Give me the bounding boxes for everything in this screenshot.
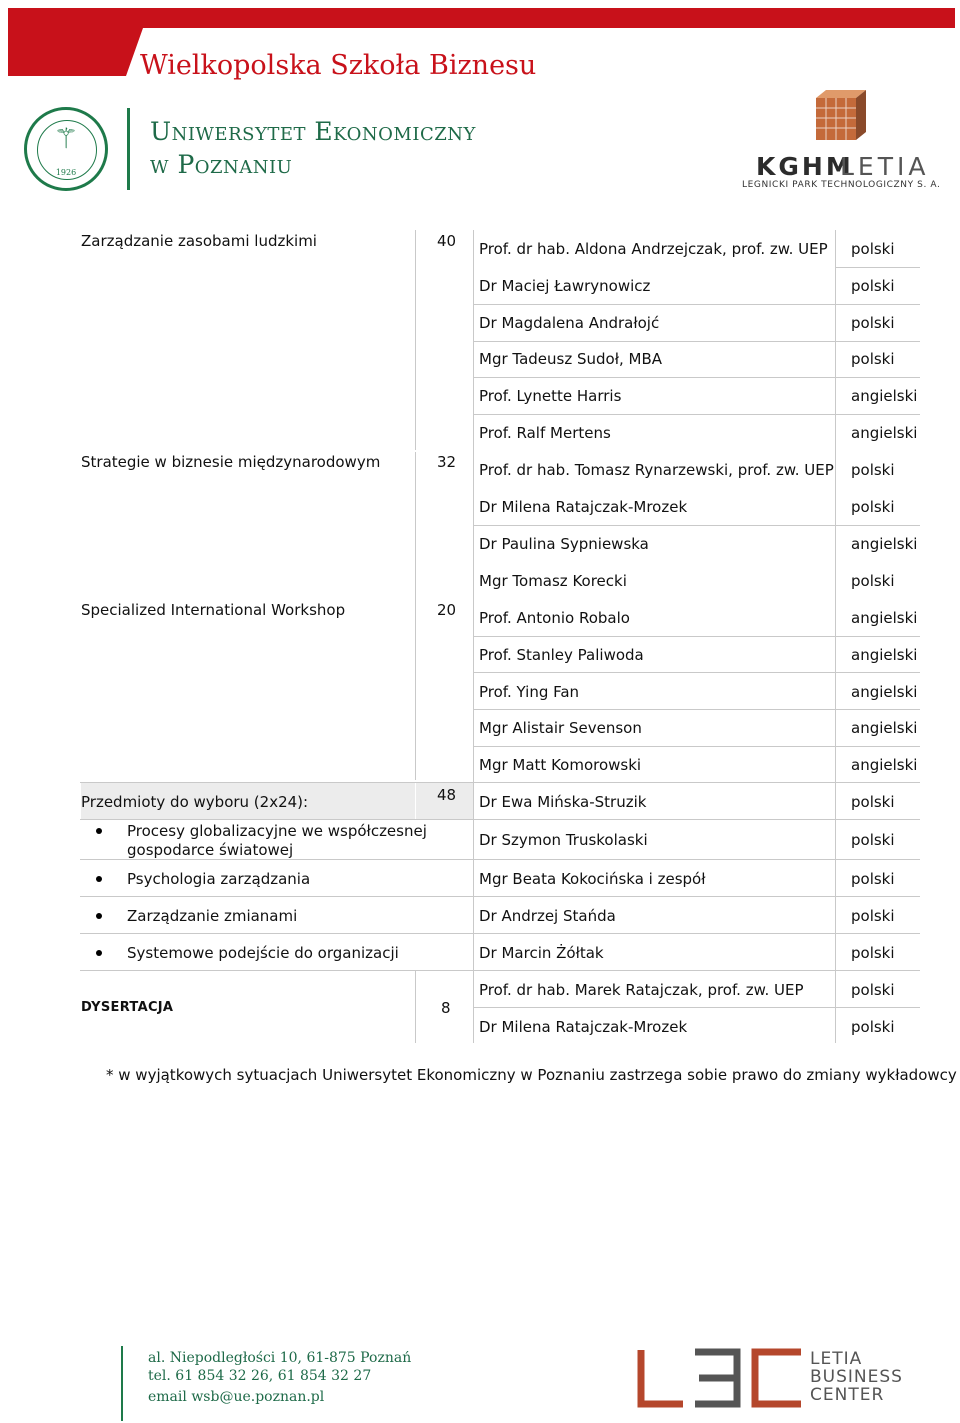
partner-word-2: BUSINESS bbox=[810, 1367, 903, 1387]
university-name-line2: w Poznaniu bbox=[150, 150, 293, 179]
header-divider bbox=[127, 108, 130, 190]
lecture-language: angielski bbox=[851, 683, 918, 701]
footer-phone: tel. 61 854 32 26, 61 854 32 27 bbox=[148, 1368, 372, 1384]
table-vline bbox=[415, 230, 416, 450]
electives-title: Przedmioty do wyboru (2x24): bbox=[81, 793, 309, 811]
table-hline bbox=[474, 1007, 920, 1008]
university-seal-logo bbox=[24, 107, 108, 191]
table-hline bbox=[80, 859, 920, 860]
university-name-line1: Uniwersytet Ekonomiczny bbox=[150, 117, 476, 146]
lecture-language: angielski bbox=[851, 424, 918, 442]
table-hline bbox=[474, 525, 920, 526]
course-hours: 32 bbox=[437, 453, 457, 471]
elective-subject: Procesy globalizacyjne we współczesnej bbox=[127, 822, 427, 840]
table-hline bbox=[474, 341, 920, 342]
footnote: * w wyjątkowych sytuacjach Uniwersytet Ekonomiczny w Poznaniu zastrzega sobie prawo do zmiany wykładowcy bbox=[106, 1066, 957, 1084]
course-hours: 20 bbox=[437, 601, 457, 619]
lecturer-name: Dr Paulina Sypniewska bbox=[479, 535, 649, 553]
lecture-language: polski bbox=[851, 498, 895, 516]
lecturer-name: Dr Maciej Ławrynowicz bbox=[479, 277, 651, 295]
lecturer-name: Mgr Tadeusz Sudoł, MBA bbox=[479, 350, 663, 368]
lecturer-name: Prof. dr hab. Aldona Andrzejczak, prof. zw. UEP bbox=[479, 240, 828, 258]
lecturer-name: Prof. Ralf Mertens bbox=[479, 424, 611, 442]
elective-subject: Psychologia zarządzania bbox=[127, 870, 311, 888]
lecture-language: polski bbox=[851, 907, 895, 925]
lecture-language: polski bbox=[851, 1018, 895, 1036]
lecturer-name: Mgr Matt Komorowski bbox=[479, 756, 642, 774]
lecture-language: angielski bbox=[851, 719, 918, 737]
lecturer-name: Prof. Lynette Harris bbox=[479, 387, 622, 405]
lecturer-name: Dr Szymon Truskolaski bbox=[479, 831, 648, 849]
table-hline bbox=[80, 970, 920, 971]
course-name: Strategie w biznesie międzynarodowym bbox=[81, 453, 381, 471]
lecturer-name: Dr Milena Ratajczak-Mrozek bbox=[479, 498, 688, 516]
table-hline bbox=[474, 414, 920, 415]
lecturer-name: Dr Milena Ratajczak-Mrozek bbox=[479, 1018, 688, 1036]
table-hline bbox=[474, 672, 920, 673]
letia-brand: LETIA bbox=[840, 152, 930, 181]
table-hline bbox=[80, 896, 920, 897]
lecture-language: polski bbox=[851, 350, 895, 368]
caduceus-icon: ⚚ bbox=[53, 122, 79, 155]
lecture-language: angielski bbox=[851, 535, 918, 553]
table-hline bbox=[474, 709, 920, 710]
bullet-icon bbox=[96, 950, 102, 956]
lecture-language: polski bbox=[851, 793, 895, 811]
elective-subject-cont: gospodarce światowej bbox=[127, 841, 294, 859]
table-hline bbox=[474, 636, 920, 637]
lecturer-name: Prof. Antonio Robalo bbox=[479, 609, 630, 627]
bullet-icon bbox=[96, 913, 102, 919]
lecture-language: angielski bbox=[851, 609, 918, 627]
lecture-language: angielski bbox=[851, 756, 918, 774]
lecturer-name: Prof. dr hab. Marek Ratajczak, prof. zw. UEP bbox=[479, 981, 804, 999]
footer-email: email wsb@ue.poznan.pl bbox=[148, 1389, 325, 1405]
lecture-language: polski bbox=[851, 277, 895, 295]
lecturer-name: Dr Marcin Żółtak bbox=[479, 944, 604, 962]
footer-divider bbox=[121, 1346, 123, 1421]
thesis-title: DYSERTACJA bbox=[81, 1000, 174, 1015]
table-hline bbox=[474, 304, 920, 305]
lecturer-name: Dr Ewa Mińska-Struzik bbox=[479, 793, 647, 811]
lecture-language: polski bbox=[851, 461, 895, 479]
kghm-brand: KGHM bbox=[756, 152, 854, 181]
lecturer-name: Prof. Stanley Paliwoda bbox=[479, 646, 644, 664]
lecture-language: angielski bbox=[851, 387, 918, 405]
table-hline bbox=[474, 746, 920, 747]
table-hline bbox=[474, 377, 920, 378]
table-hline bbox=[80, 819, 920, 820]
letia-business-center-logo bbox=[637, 1348, 807, 1408]
seal-year: 1926 bbox=[55, 168, 77, 177]
thesis-hours: 8 bbox=[441, 999, 451, 1017]
table-vline bbox=[415, 452, 416, 600]
lecture-language: polski bbox=[851, 572, 895, 590]
lecturer-name: Dr Magdalena Andrałojć bbox=[479, 314, 660, 332]
lecture-language: angielski bbox=[851, 646, 918, 664]
lecturer-name: Mgr Beata Kokocińska i zespół bbox=[479, 870, 706, 888]
bullet-icon bbox=[96, 876, 102, 882]
bullet-icon bbox=[96, 828, 102, 834]
elective-subject: Zarządzanie zmianami bbox=[127, 907, 298, 925]
course-name: Zarządzanie zasobami ludzkimi bbox=[81, 232, 317, 250]
elective-subject: Systemowe podejście do organizacji bbox=[127, 944, 399, 962]
footer-address: al. Niepodległości 10, 61-875 Poznań bbox=[148, 1350, 412, 1366]
course-name: Specialized International Workshop bbox=[81, 601, 346, 619]
table-hline bbox=[80, 933, 920, 934]
lecturer-name: Dr Andrzej Stańda bbox=[479, 907, 616, 925]
lecturer-name: Prof. dr hab. Tomasz Rynarzewski, prof. zw. UEP bbox=[479, 461, 834, 479]
lecture-language: polski bbox=[851, 944, 895, 962]
course-hours: 40 bbox=[437, 232, 457, 250]
lecture-language: polski bbox=[851, 831, 895, 849]
lecturer-name: Mgr Alistair Sevenson bbox=[479, 719, 642, 737]
lecturer-name: Prof. Ying Fan bbox=[479, 683, 580, 701]
kghm-cube-logo bbox=[808, 88, 866, 144]
school-name: Wielkopolska Szkoła Biznesu bbox=[140, 50, 537, 81]
partner-subtitle: LEGNICKI PARK TECHNOLOGICZNY S. A. bbox=[742, 180, 941, 190]
lecturer-name: Mgr Tomasz Korecki bbox=[479, 572, 627, 590]
partner-word-3: CENTER bbox=[810, 1385, 885, 1405]
lecture-language: polski bbox=[851, 870, 895, 888]
table-hline bbox=[836, 267, 920, 268]
lecture-language: polski bbox=[851, 314, 895, 332]
partner-word-1: LETIA bbox=[810, 1349, 863, 1369]
lecture-language: polski bbox=[851, 240, 895, 258]
table-vline bbox=[415, 971, 416, 1043]
table-vline bbox=[415, 600, 416, 780]
lecture-language: polski bbox=[851, 981, 895, 999]
electives-hours: 48 bbox=[437, 786, 457, 804]
